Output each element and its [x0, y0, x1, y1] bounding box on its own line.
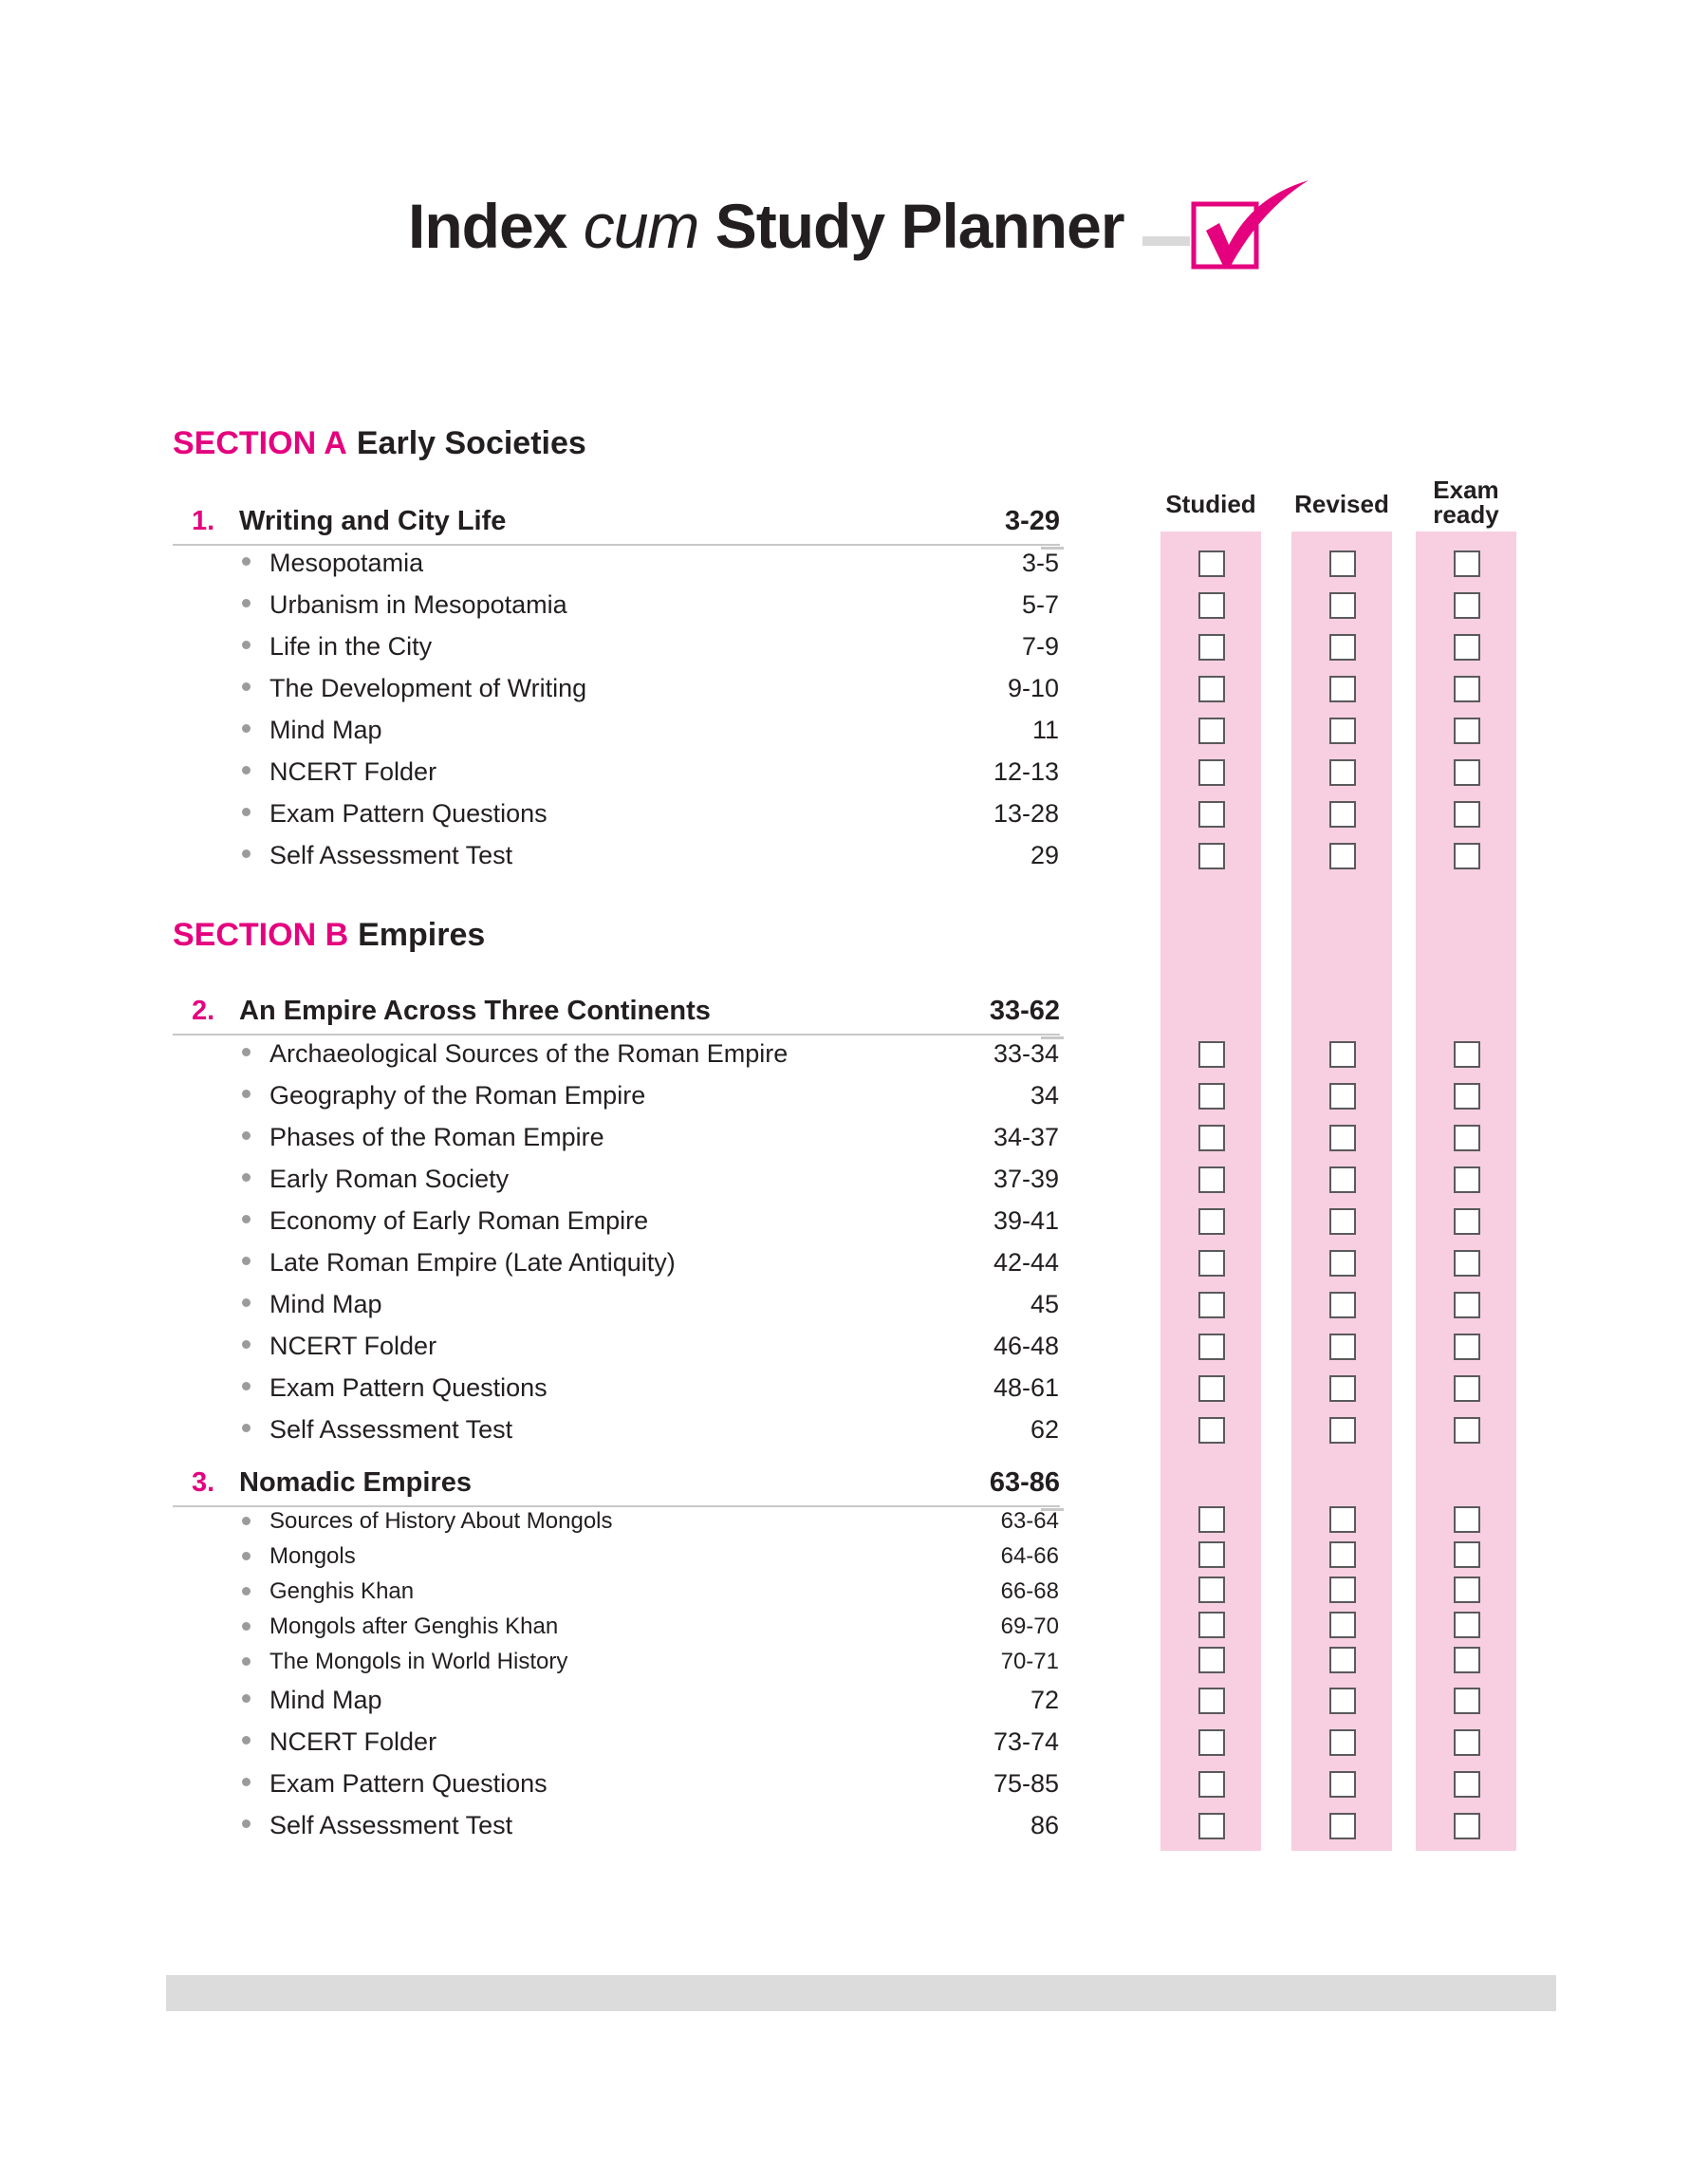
topic-label: Mongols [269, 1543, 356, 1569]
section-name: Empires [358, 917, 486, 953]
bullet-icon [242, 1778, 251, 1786]
studied-checkbox-icon[interactable] [1198, 801, 1225, 828]
topic-row [232, 793, 1059, 831]
topic-pages: 86 [1030, 1811, 1059, 1839]
bullet-icon [242, 1552, 251, 1560]
bullet-icon [242, 766, 251, 774]
topic-pages: 34-37 [993, 1123, 1059, 1151]
chapter-number: 3. [192, 1467, 215, 1498]
exam-ready-checkbox-icon[interactable] [1454, 1577, 1480, 1603]
topic-pages: 63-64 [1000, 1508, 1059, 1534]
topic-row [232, 1159, 1059, 1197]
studied-checkbox-icon[interactable] [1198, 1688, 1225, 1714]
topic-label: Archaeological Sources of the Roman Empire [269, 1039, 789, 1068]
column-header-revised: Revised [1294, 490, 1389, 518]
topic-pages: 34 [1030, 1081, 1059, 1110]
exam-ready-checkbox-icon[interactable] [1454, 550, 1480, 577]
topic-row [232, 543, 1059, 581]
studied-checkbox-icon[interactable] [1198, 1083, 1225, 1110]
exam-ready-checkbox-icon[interactable] [1454, 801, 1480, 828]
exam-ready-checkbox-icon[interactable] [1454, 1541, 1480, 1568]
bullet-icon [242, 641, 251, 649]
exam-ready-checkbox-icon[interactable] [1454, 1334, 1480, 1360]
revised-checkbox-icon[interactable] [1329, 801, 1356, 828]
exam-ready-checkbox-icon[interactable] [1454, 1125, 1480, 1151]
topic-row [232, 835, 1059, 873]
studied-checkbox-icon[interactable] [1198, 1334, 1225, 1360]
topic-row [232, 626, 1059, 664]
bullet-icon [242, 1090, 251, 1098]
revised-checkbox-icon[interactable] [1329, 1041, 1356, 1068]
topic-label: Phases of the Roman Empire [269, 1123, 604, 1151]
topic-label: Exam Pattern Questions [269, 1373, 548, 1402]
revised-checkbox-icon[interactable] [1329, 1125, 1356, 1151]
column-header-exam-ready [1416, 477, 1516, 527]
topic-pages: 37-39 [993, 1165, 1059, 1193]
title-study-planner: Study Planner [698, 191, 1124, 261]
topic-pages: 5-7 [1021, 590, 1059, 619]
topic-pages: 3-5 [1021, 549, 1059, 577]
topic-label: NCERT Folder [269, 757, 437, 786]
topic-label: Mind Map [269, 1290, 382, 1318]
studied-checkbox-icon[interactable] [1198, 1612, 1225, 1638]
exam-ready-checkbox-icon[interactable] [1454, 1729, 1480, 1756]
topic-row [232, 710, 1059, 748]
studied-checkbox-icon[interactable] [1198, 592, 1225, 619]
bullet-icon [242, 808, 251, 816]
topic-row [232, 1763, 1059, 1801]
topic-pages: 62 [1030, 1415, 1059, 1444]
bullet-icon [242, 1694, 251, 1703]
exam-ready-checkbox-icon[interactable] [1454, 1771, 1480, 1798]
title-cum: cum [583, 191, 699, 261]
topic-pages: 29 [1030, 841, 1059, 869]
topic-label: Life in the City [269, 632, 433, 661]
chapter-number: 2. [192, 996, 215, 1026]
bullet-icon [242, 599, 251, 607]
topic-row [232, 1502, 1059, 1540]
revised-checkbox-icon[interactable] [1329, 550, 1356, 577]
topic-row [232, 1722, 1059, 1760]
topic-pages: 70-71 [1000, 1649, 1059, 1674]
topic-label: Economy of Early Roman Empire [269, 1206, 649, 1235]
exam-ready-checkbox-icon[interactable] [1454, 1506, 1480, 1533]
bullet-icon [242, 557, 251, 566]
topic-row [232, 1326, 1059, 1364]
topic-pages: 48-61 [993, 1373, 1059, 1402]
topic-row [232, 585, 1059, 623]
studied-checkbox-icon[interactable] [1198, 1813, 1225, 1839]
topic-label: Urbanism in Mesopotamia [269, 590, 567, 619]
topic-label: Mind Map [269, 716, 382, 744]
bullet-icon [242, 1298, 251, 1307]
page-title [408, 190, 1124, 262]
title-index: Index [408, 191, 584, 261]
topic-row [232, 1075, 1059, 1113]
studied-checkbox-icon[interactable] [1198, 1375, 1225, 1402]
topic-pages: 7-9 [1021, 632, 1059, 661]
revised-checkbox-icon[interactable] [1329, 1688, 1356, 1714]
revised-checkbox-icon[interactable] [1329, 1541, 1356, 1568]
bullet-icon [242, 1257, 251, 1265]
column-header-exam-ready-line1: Exam [1433, 476, 1499, 504]
studied-checkbox-icon[interactable] [1198, 1292, 1225, 1318]
topic-pages: 13-28 [993, 799, 1059, 828]
studied-checkbox-icon[interactable] [1198, 676, 1225, 702]
topic-label: Early Roman Society [269, 1165, 510, 1193]
topic-pages: 11 [1031, 716, 1059, 744]
exam-ready-checkbox-icon[interactable] [1454, 1688, 1480, 1714]
chapter-name: Writing and City Life [239, 506, 507, 536]
topic-row [232, 1368, 1059, 1406]
section-tag: SECTION B [173, 917, 349, 953]
revised-checkbox-icon[interactable] [1329, 1166, 1356, 1193]
studied-checkbox-icon[interactable] [1198, 1208, 1225, 1235]
revised-checkbox-icon[interactable] [1329, 759, 1356, 786]
studied-checkbox-icon[interactable] [1198, 1041, 1225, 1068]
revised-checkbox-icon[interactable] [1329, 1813, 1356, 1839]
bullet-icon [242, 1215, 251, 1223]
topic-pages: 64-66 [1000, 1543, 1059, 1569]
topic-label: Late Roman Empire (Late Antiquity) [269, 1248, 676, 1277]
exam-ready-checkbox-icon[interactable] [1454, 1166, 1480, 1193]
column-header-exam-ready-line2: ready [1433, 500, 1499, 529]
revised-checkbox-icon[interactable] [1329, 1083, 1356, 1110]
studied-checkbox-icon[interactable] [1198, 1729, 1225, 1756]
exam-ready-checkbox-icon[interactable] [1454, 1083, 1480, 1110]
revised-checkbox-icon[interactable] [1329, 718, 1356, 744]
checkmark-box-icon [1191, 178, 1312, 273]
chapter-pages: 63-86 [989, 1467, 1060, 1498]
exam-ready-checkbox-icon[interactable] [1454, 1208, 1480, 1235]
bullet-icon [242, 1424, 251, 1432]
topic-label: Exam Pattern Questions [269, 799, 548, 828]
topic-pages: 69-70 [1000, 1614, 1059, 1639]
exam-ready-checkbox-icon[interactable] [1454, 634, 1480, 661]
column-header-studied: Studied [1165, 490, 1256, 518]
topic-row [232, 1680, 1059, 1718]
revised-checkbox-icon[interactable] [1329, 1506, 1356, 1533]
topic-label: Exam Pattern Questions [269, 1769, 548, 1798]
title-dash [1142, 236, 1190, 246]
topic-label: Sources of History About Mongols [269, 1508, 613, 1534]
exam-ready-checkbox-icon[interactable] [1454, 843, 1480, 869]
studied-checkbox-icon[interactable] [1198, 1771, 1225, 1798]
bullet-icon [242, 1517, 251, 1525]
studied-checkbox-icon[interactable] [1198, 718, 1225, 744]
studied-checkbox-icon[interactable] [1198, 759, 1225, 786]
revised-checkbox-icon[interactable] [1329, 634, 1356, 661]
topic-label: Genghis Khan [269, 1578, 415, 1604]
studied-checkbox-icon[interactable] [1198, 1506, 1225, 1533]
topic-pages: 46-48 [993, 1332, 1059, 1360]
section-a-heading [173, 425, 586, 462]
chapter-name: Nomadic Empires [239, 1467, 472, 1498]
exam-ready-checkbox-icon[interactable] [1454, 1612, 1480, 1638]
revised-checkbox-icon[interactable] [1329, 1771, 1356, 1798]
bullet-icon [242, 1131, 251, 1140]
topic-pages: 73-74 [993, 1727, 1059, 1756]
studied-checkbox-icon[interactable] [1198, 1166, 1225, 1193]
revised-checkbox-icon[interactable] [1329, 1647, 1356, 1673]
bullet-icon [242, 1587, 251, 1595]
studied-checkbox-icon[interactable] [1198, 843, 1225, 869]
topic-label: Mesopotamia [269, 549, 424, 577]
exam-ready-checkbox-icon[interactable] [1454, 1647, 1480, 1673]
topic-row [232, 1117, 1059, 1155]
revised-checkbox-icon[interactable] [1329, 843, 1356, 869]
chapter-row [173, 1462, 1060, 1507]
exam-ready-checkbox-icon[interactable] [1454, 592, 1480, 619]
topic-pages: 9-10 [1007, 674, 1059, 702]
chapter-row [173, 500, 1060, 546]
bullet-icon [242, 849, 251, 858]
chapter-pages: 33-62 [989, 996, 1060, 1026]
exam-ready-checkbox-icon[interactable] [1454, 1375, 1480, 1402]
topic-label: Mongols after Genghis Khan [269, 1614, 559, 1639]
revised-checkbox-icon[interactable] [1329, 592, 1356, 619]
bullet-icon [242, 1819, 251, 1828]
revised-checkbox-icon[interactable] [1329, 1375, 1356, 1402]
topic-row [232, 1538, 1059, 1576]
revised-checkbox-icon[interactable] [1329, 1417, 1356, 1444]
studied-checkbox-icon[interactable] [1198, 550, 1225, 577]
exam-ready-checkbox-icon[interactable] [1454, 759, 1480, 786]
exam-ready-checkbox-icon[interactable] [1454, 676, 1480, 702]
bullet-icon [242, 1622, 251, 1631]
revised-checkbox-icon[interactable] [1329, 1292, 1356, 1318]
section-b-heading [173, 917, 485, 954]
topic-pages: 72 [1030, 1686, 1059, 1714]
topic-row [232, 1409, 1059, 1447]
studied-checkbox-icon[interactable] [1198, 1541, 1225, 1568]
topic-label: The Mongols in World History [269, 1649, 568, 1674]
topic-label: NCERT Folder [269, 1727, 437, 1756]
bullet-icon [242, 682, 251, 691]
topic-row [232, 1242, 1059, 1280]
topic-pages: 39-41 [993, 1206, 1059, 1235]
studied-checkbox-icon[interactable] [1198, 1417, 1225, 1444]
topic-pages: 42-44 [993, 1248, 1059, 1277]
exam-ready-checkbox-icon[interactable] [1454, 1292, 1480, 1318]
chapter-row [173, 990, 1060, 1036]
studied-checkbox-icon[interactable] [1198, 1125, 1225, 1151]
bullet-icon [242, 1048, 251, 1056]
topic-row [232, 1608, 1059, 1646]
studied-checkbox-icon[interactable] [1198, 1577, 1225, 1603]
topic-label: Self Assessment Test [269, 841, 513, 869]
footer-bar [166, 1975, 1556, 2011]
topic-row [232, 1201, 1059, 1239]
bullet-icon [242, 1340, 251, 1349]
studied-checkbox-icon[interactable] [1198, 1250, 1225, 1277]
topic-row [232, 1573, 1059, 1611]
topic-pages: 12-13 [993, 757, 1059, 786]
topic-pages: 75-85 [993, 1769, 1059, 1798]
bullet-icon [242, 1736, 251, 1745]
topic-label: Mind Map [269, 1686, 382, 1714]
topic-label: Self Assessment Test [269, 1811, 513, 1839]
exam-ready-checkbox-icon[interactable] [1454, 1250, 1480, 1277]
chapter-pages: 3-29 [1004, 506, 1060, 536]
topic-label: Geography of the Roman Empire [269, 1081, 646, 1110]
bullet-icon [242, 724, 251, 733]
exam-ready-checkbox-icon[interactable] [1454, 718, 1480, 744]
topic-label: Self Assessment Test [269, 1415, 513, 1444]
revised-checkbox-icon[interactable] [1329, 1250, 1356, 1277]
section-name: Early Societies [356, 425, 586, 461]
revised-checkbox-icon[interactable] [1329, 1577, 1356, 1603]
chapter-number: 1. [192, 506, 215, 536]
revised-checkbox-icon[interactable] [1329, 676, 1356, 702]
topic-row [232, 1284, 1059, 1322]
exam-ready-checkbox-icon[interactable] [1454, 1041, 1480, 1068]
bullet-icon [242, 1173, 251, 1182]
exam-ready-checkbox-icon[interactable] [1454, 1813, 1480, 1839]
topic-row [232, 668, 1059, 706]
bullet-icon [242, 1382, 251, 1390]
revised-checkbox-icon[interactable] [1329, 1334, 1356, 1360]
exam-ready-checkbox-icon[interactable] [1454, 1417, 1480, 1444]
topic-label: The Development of Writing [269, 674, 587, 702]
topic-pages: 66-68 [1000, 1578, 1059, 1604]
section-tag: SECTION A [173, 425, 347, 461]
topic-pages: 33-34 [993, 1039, 1059, 1068]
topic-pages: 45 [1030, 1290, 1059, 1318]
studied-checkbox-icon[interactable] [1198, 1647, 1225, 1673]
bullet-icon [242, 1657, 251, 1666]
topic-row [232, 752, 1059, 790]
topic-row [232, 1805, 1059, 1843]
topic-label: NCERT Folder [269, 1332, 437, 1360]
revised-checkbox-icon[interactable] [1329, 1208, 1356, 1235]
studied-checkbox-icon[interactable] [1198, 634, 1225, 661]
topic-row [232, 1643, 1059, 1681]
revised-checkbox-icon[interactable] [1329, 1729, 1356, 1756]
chapter-name: An Empire Across Three Continents [239, 996, 711, 1026]
topic-row [232, 1034, 1059, 1072]
revised-checkbox-icon[interactable] [1329, 1612, 1356, 1638]
